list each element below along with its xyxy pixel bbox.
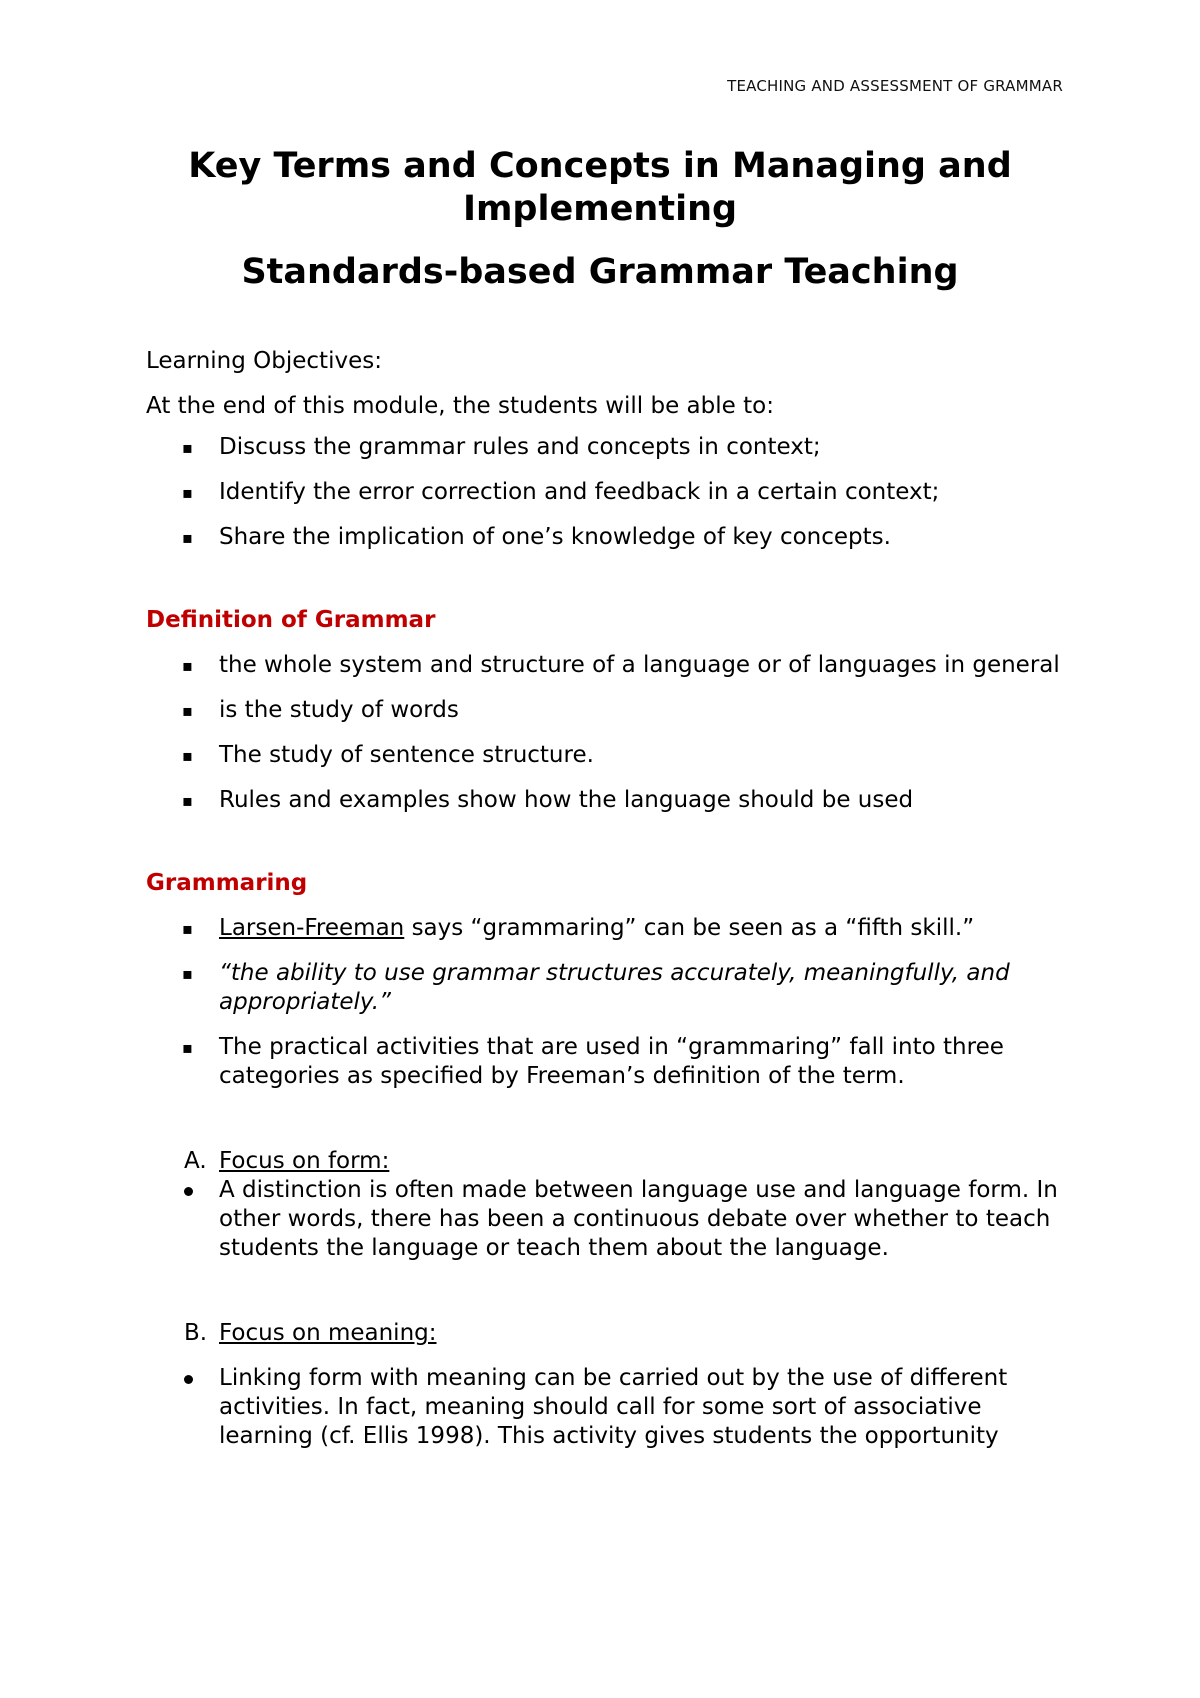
list-item [146, 786, 1076, 815]
focus-meaning-list [146, 1364, 1076, 1451]
list-item-text: says “grammaring” can be seen as a “fifth skill.” [404, 915, 975, 941]
square-bullet-icon: ▪ [182, 791, 193, 810]
round-bullet-icon [184, 1187, 193, 1196]
list-item-text: is the study of words [219, 697, 459, 723]
author-name-link: Larsen-Freeman [219, 915, 405, 941]
definition-list [146, 651, 1076, 815]
focus-form-heading [146, 1147, 1076, 1176]
objectives-label: Learning Objectives: [146, 348, 382, 374]
square-bullet-icon: ▪ [182, 964, 193, 983]
focus-form-label: Focus on form: [219, 1148, 390, 1174]
focus-meaning-heading [146, 1319, 1076, 1348]
square-bullet-icon: ▪ [182, 438, 193, 457]
focus-meaning-label: Focus on meaning: [219, 1320, 437, 1346]
list-item [146, 741, 1076, 770]
focus-meaning-letter: B. [184, 1320, 208, 1346]
grammaring-heading: Grammaring [146, 870, 308, 896]
list-item [146, 651, 1076, 680]
square-bullet-icon: ▪ [182, 919, 193, 938]
list-item [146, 1364, 1076, 1451]
square-bullet-icon: ▪ [182, 701, 193, 720]
square-bullet-icon: ▪ [182, 746, 193, 765]
definition-heading: Definition of Grammar [146, 607, 436, 633]
focus-form-letter: A. [184, 1148, 207, 1174]
square-bullet-icon: ▪ [182, 528, 193, 547]
square-bullet-icon: ▪ [182, 483, 193, 502]
list-item [146, 1033, 1076, 1091]
square-bullet-icon: ▪ [182, 1038, 193, 1057]
page-title: Key Terms and Concepts in Managing and Implementing [188, 146, 1012, 229]
objectives-list [146, 433, 1076, 552]
list-item [146, 433, 1076, 462]
objectives-intro: At the end of this module, the students will be able to: [146, 393, 774, 419]
list-item [146, 914, 1076, 943]
list-item [146, 1176, 1076, 1263]
round-bullet-icon [184, 1375, 193, 1384]
list-item [146, 478, 1076, 507]
list-item-text: the whole system and structure of a language or of languages in general [219, 652, 1060, 678]
list-item-text: A distinction is often made between language use and language form. In other words, there has been a continuous debate over whether to teach students the language or teach them about the language. [219, 1177, 1058, 1261]
list-item-text: Discuss the grammar rules and concepts in context; [219, 434, 821, 460]
list-item-text: The practical activities that are used in “grammaring” fall into three categories as specified by Freeman’s definition of the term. [219, 1034, 1004, 1089]
list-item-text: Linking form with meaning can be carried out by the use of different activities. In fact, meaning should call for some sort of associative learning (cf. Ellis 1998). This activity gives students the opportunity [219, 1365, 1008, 1449]
list-item [146, 959, 1076, 1017]
list-item-text: Share the implication of one’s knowledge of key concepts. [219, 524, 891, 550]
running-header: TEACHING AND ASSESSMENT OF GRAMMAR [727, 77, 1063, 95]
page-subtitle: Standards-based Grammar Teaching [241, 252, 959, 292]
list-item [146, 696, 1076, 725]
title-block [140, 145, 1060, 294]
focus-form-list [146, 1176, 1076, 1263]
grammaring-list [146, 914, 1076, 1091]
list-item-text: The study of sentence structure. [219, 742, 594, 768]
list-item [146, 523, 1076, 552]
list-item-text: Identify the error correction and feedback in a certain context; [219, 479, 940, 505]
document-body [146, 347, 1076, 1451]
square-bullet-icon: ▪ [182, 656, 193, 675]
definition-quote: “the ability to use grammar structures accurately, meaningfully, and appropriately.” [219, 960, 1010, 1015]
list-item-text: Rules and examples show how the language should be used [219, 787, 914, 813]
